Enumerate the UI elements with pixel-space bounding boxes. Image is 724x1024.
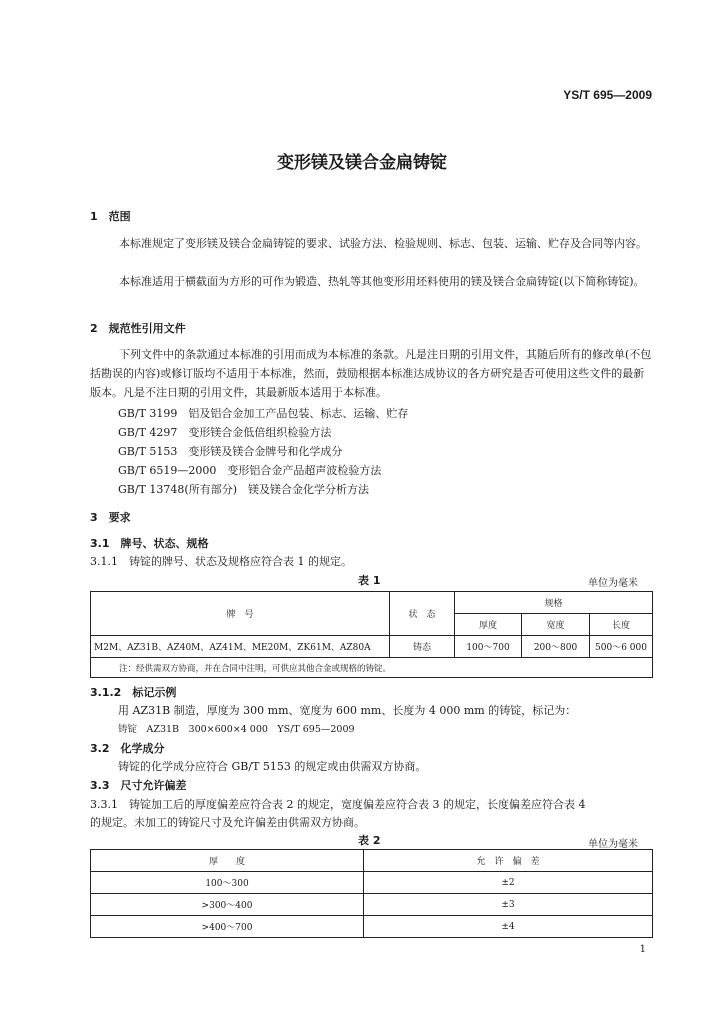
subsection-3-3-1-line-2: 的规定。未加工的铸锭尺寸及允许偏差由供需双方协商。 bbox=[90, 816, 365, 829]
table-1-cell-state: 铸态 bbox=[390, 636, 455, 658]
table-1-cell-thickness: 100～700 bbox=[455, 636, 522, 658]
table-2-header-thickness: 厚 度 bbox=[91, 850, 364, 872]
reference-item: GB/T 4297 变形镁合金低倍组织检验方法 bbox=[118, 426, 332, 439]
subsection-3-3-1-line-1: 3.3.1 铸锭加工后的厚度偏差应符合表 2 的规定，宽度偏差应符合表 3 的规定，长度偏差应符合表 4 bbox=[90, 798, 586, 811]
section-3-heading: 3 要求 bbox=[90, 511, 131, 524]
section-1-paragraph-2: 本标准适用于横截面为方形的可作为锻造、热轧等其他变形用坯料使用的镁及镁合金扁铸锭(以下简称铸锭)。 bbox=[119, 275, 645, 288]
section-2-paragraph: 下列文件中的条款通过本标准的引用而成为本标准的条款。凡是注日期的引用文件，其随后所有的修改单(不包括勘误的内容)或修订版均不适用于本标准，然而，鼓励根据本标准达成协议的各方研究是否可使用这些文件的最新版本。凡是不注日期的引用文件，其最新版本适用于本标准。 bbox=[90, 348, 652, 399]
table-1-cell-grade: M2M、AZ31B、AZ40M、AZ41M、ME20M、ZK61M、AZ80A bbox=[91, 636, 390, 658]
subsection-3-2-heading: 3.2 化学成分 bbox=[90, 742, 165, 755]
table-2-cell-tolerance: ±4 bbox=[364, 916, 653, 938]
subsection-3-1-1-text: 3.1.1 铸锭的牌号、状态及规格应符合表 1 的规定。 bbox=[90, 555, 352, 568]
section-2-heading: 2 规范性引用文件 bbox=[90, 322, 186, 335]
subsection-3-3-heading: 3.3 尺寸允许偏差 bbox=[90, 779, 187, 792]
reference-item: GB/T 13748(所有部分) 镁及镁合金化学分析方法 bbox=[118, 483, 369, 496]
marking-example-text: 用 AZ31B 制造，厚度为 300 mm、宽度为 600 mm、长度为 4 000 mm 的铸锭，标记为： bbox=[118, 704, 577, 717]
reference-item: GB/T 6519—2000 变形铝合金产品超声波检验方法 bbox=[118, 464, 382, 477]
table-2-cell-thickness: >300～400 bbox=[91, 894, 364, 916]
table-1-header-spec: 规格 bbox=[455, 592, 653, 614]
table-2-unit: 单位为毫米 bbox=[588, 839, 638, 850]
page-number: 1 bbox=[639, 944, 646, 955]
table-1-header-width: 宽度 bbox=[522, 614, 590, 636]
subsection-3-1-2-heading: 3.1.2 标记示例 bbox=[90, 686, 177, 699]
table-1-note: 注：经供需双方协商，并在合同中注明，可供应其他合金或规格的铸锭。 bbox=[91, 658, 653, 678]
marking-example: 铸锭 AZ31B 300×600×4 000 YS/T 695—2009 bbox=[118, 724, 355, 735]
document-title: 变形镁及镁合金扁铸锭 bbox=[277, 153, 447, 173]
standard-number: YS/T 695—2009 bbox=[563, 88, 652, 102]
reference-item: GB/T 3199 铝及铝合金加工产品包装、标志、运输、贮存 bbox=[118, 407, 409, 420]
table-2-cell-thickness: 100～300 bbox=[91, 872, 364, 894]
table-1-header-state: 状 态 bbox=[390, 592, 455, 636]
table-2-header-tolerance: 允 许 偏 差 bbox=[364, 850, 653, 872]
table-2-cell-tolerance: ±2 bbox=[364, 872, 653, 894]
reference-item: GB/T 5153 变形镁及镁合金牌号和化学成分 bbox=[118, 445, 343, 458]
table-1 bbox=[90, 591, 653, 678]
table-1-cell-width: 200～800 bbox=[522, 636, 590, 658]
table-2-cell-thickness: >400～700 bbox=[91, 916, 364, 938]
table-2-cell-tolerance: ±3 bbox=[364, 894, 653, 916]
table-1-title: 表 1 bbox=[358, 574, 381, 587]
table-2 bbox=[90, 849, 653, 938]
table-2-title: 表 2 bbox=[358, 834, 381, 847]
table-1-cell-length: 500～6 000 bbox=[590, 636, 653, 658]
section-1-paragraph-1: 本标准规定了变形镁及镁合金扁铸锭的要求、试验方法、检验规则、标志、包装、运输、贮存及合同等内容。 bbox=[119, 237, 647, 250]
table-1-unit: 单位为毫米 bbox=[588, 578, 638, 589]
subsection-3-1-heading: 3.1 牌号、状态、规格 bbox=[90, 537, 209, 550]
section-1-heading: 1 范围 bbox=[90, 210, 131, 223]
table-1-header-thickness: 厚度 bbox=[455, 614, 522, 636]
subsection-3-2-text: 铸锭的化学成分应符合 GB/T 5153 的规定或由供需双方协商。 bbox=[118, 760, 427, 773]
table-1-header-grade: 牌 号 bbox=[91, 592, 390, 636]
table-1-header-length: 长度 bbox=[590, 614, 653, 636]
